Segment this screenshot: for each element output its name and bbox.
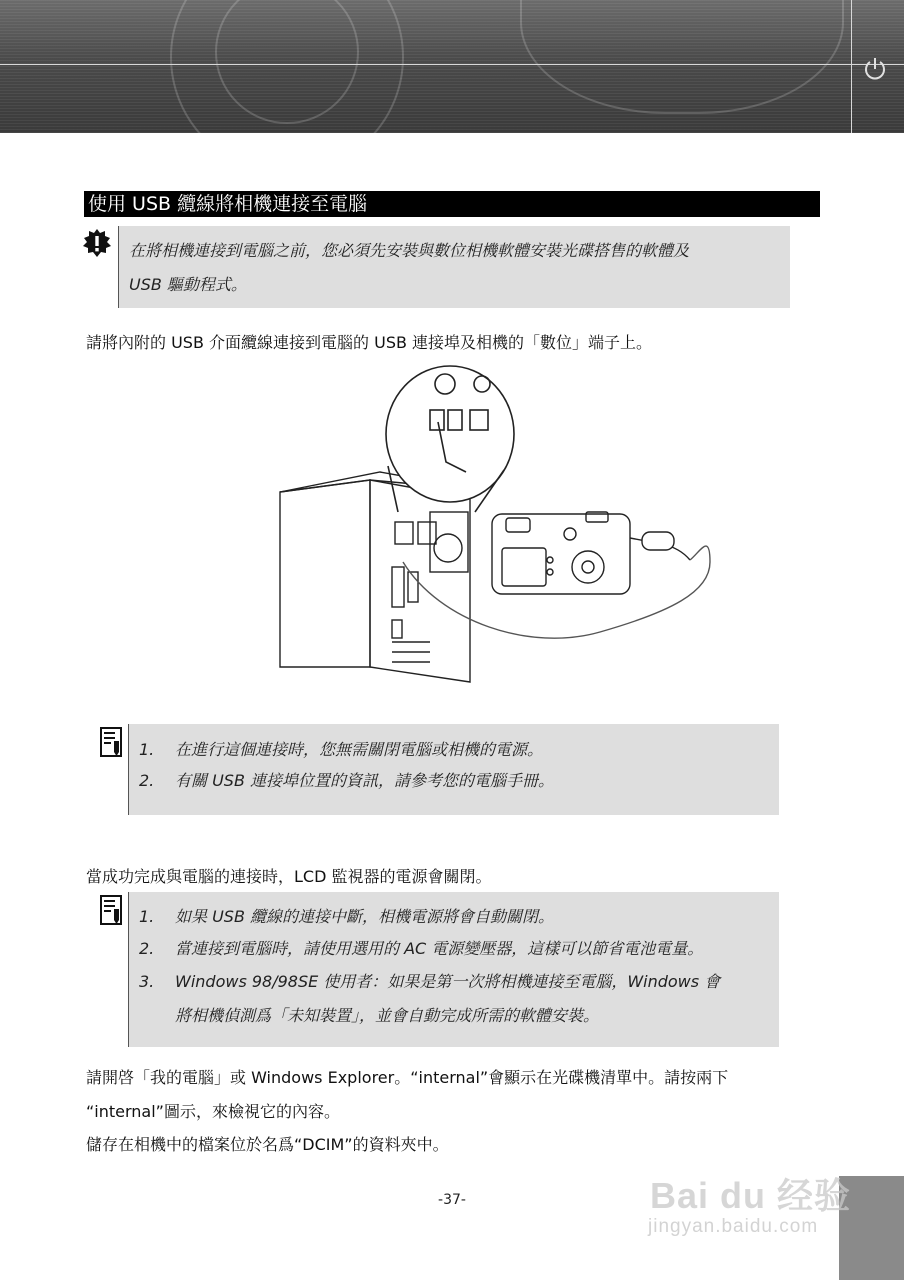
closing-paragraph-3: 儲存在相機中的檔案位於名爲“DCIM”的資料夾中。 bbox=[86, 1135, 449, 1154]
warning-icon bbox=[82, 228, 112, 258]
list-number: 1. bbox=[139, 740, 155, 759]
list-number: 2. bbox=[139, 771, 155, 790]
header-banner bbox=[0, 0, 904, 133]
list-text: 在進行這個連接時，您無需關閉電腦或相機的電源。 bbox=[175, 740, 544, 759]
list-text: Windows 98/98SE 使用者：如果是第一次將相機連接至電腦，Windows 會 bbox=[175, 972, 721, 991]
power-icon bbox=[862, 56, 888, 82]
list-number: 1. bbox=[139, 907, 155, 926]
memo-icon bbox=[100, 727, 122, 757]
closing-paragraph-1: 請開啓「我的電腦」或 Windows Explorer。“internal”會顯示在光碟機清單中。請按兩下 bbox=[86, 1068, 729, 1087]
list-number: 3. bbox=[139, 972, 155, 991]
section-title: 使用 USB 纜線將相機連接至電腦 bbox=[84, 191, 820, 217]
list-text: 將相機偵測爲「未知裝置」，並會自動完成所需的軟體安裝。 bbox=[175, 1006, 600, 1025]
warning-note-line-2: USB 驅動程式。 bbox=[129, 275, 247, 294]
list-text: 如果 USB 纜線的連接中斷，相機電源將會自動關閉。 bbox=[175, 907, 555, 926]
connection-paragraph: 當成功完成與電腦的連接時，LCD 監視器的電源會關閉。 bbox=[86, 867, 492, 886]
memo-icon bbox=[100, 895, 122, 925]
watermark-url: jingyan.baidu.com bbox=[648, 1216, 819, 1237]
closing-paragraph-2: “internal”圖示，來檢視它的內容。 bbox=[86, 1102, 340, 1121]
note-2-item-3-continued bbox=[139, 1003, 599, 1026]
header-divider-line bbox=[0, 64, 904, 65]
note-2-item-3 bbox=[139, 969, 720, 992]
list-number: 2. bbox=[139, 939, 155, 958]
note-1-item-1 bbox=[139, 737, 543, 760]
note-2-item-1 bbox=[139, 904, 554, 927]
intro-paragraph: 請將內附的 USB 介面纜線連接到電腦的 USB 連接埠及相機的「數位」端子上。 bbox=[86, 333, 653, 352]
zoom-detail-graphic bbox=[386, 366, 514, 512]
camera-graphic bbox=[492, 512, 690, 594]
list-text: 當連接到電腦時，請使用選用的 AC 電源變壓器，這樣可以節省電池電量。 bbox=[175, 939, 704, 958]
warning-note-line-1: 在將相機連接到電腦之前，您必須先安裝與數位相機軟體安裝光碟搭售的軟體及 bbox=[129, 241, 690, 260]
usb-connection-illustration bbox=[270, 362, 730, 707]
list-text: 有關 USB 連接埠位置的資訊，請參考您的電腦手冊。 bbox=[175, 771, 555, 790]
computer-tower-graphic bbox=[280, 472, 480, 682]
warning-note-box bbox=[118, 226, 790, 308]
watermark-brand: Bai du 经验 bbox=[650, 1175, 852, 1216]
header-vertical-line bbox=[851, 0, 852, 133]
note-1-item-2 bbox=[139, 768, 554, 791]
note-2-item-2 bbox=[139, 936, 703, 959]
page-number: -37- bbox=[438, 1192, 466, 1208]
